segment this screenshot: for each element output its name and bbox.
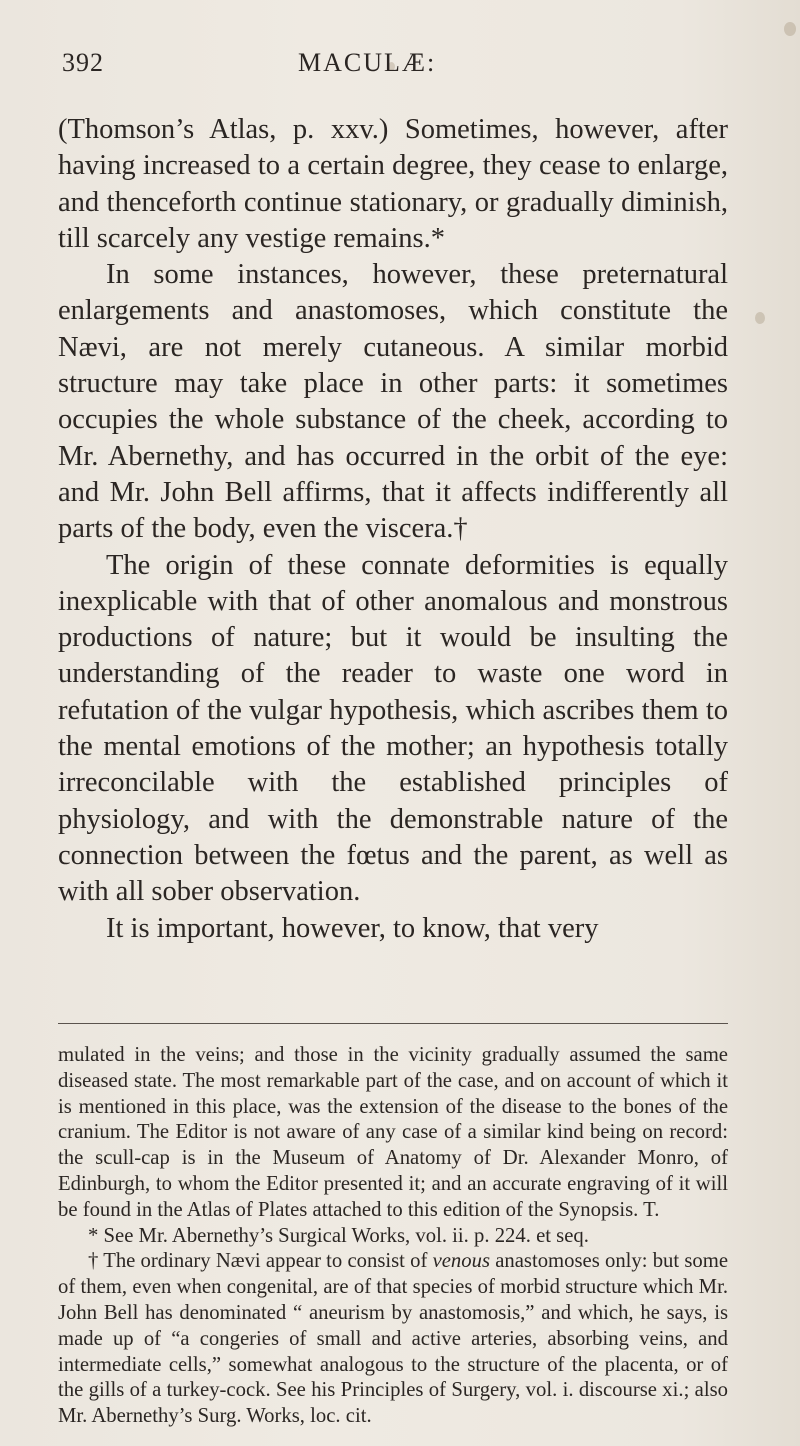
main-paragraph: The origin of these connate deformities is equally inexplicable with that of other anomalous and monstrous productions of nature; but it would be insulting the understanding of the reader to waste one word in refutation of the vulgar hypothesis, which ascribes them to the mental emotions of the mother; an hypothesis totally irreconcilable with the established principles of physiology, and with the demonstrable nature of the connection between the fœtus and the parent, as well as with all sober observation. bbox=[58, 549, 728, 908]
footnote-dagger-rest: anastomoses only: but some of them, even when congenital, are of that species of morbid structure which Mr. John Bell has denominated “ aneurism by anastomosis,” and which, he says, is made up of “a congeries of small and active arteries, absorbing veins, and intermediate cells,” somewhat analogous to the structure of the placenta, or of the gills of a turkey-cock. See his Principles of Surgery, vol. i. discourse xi.; also Mr. Abernethy’s Surg. Works, loc. cit. bbox=[58, 1250, 728, 1428]
footnote-star: * See Mr. Abernethy’s Surgical Works, vol. ii. p. 224. et seq. bbox=[88, 1224, 589, 1247]
page-blemish bbox=[755, 312, 765, 324]
main-paragraph: It is important, however, to know, that very bbox=[106, 912, 599, 944]
running-head: MACULÆ: bbox=[298, 48, 437, 77]
footnote-dagger-emphasis: venous bbox=[432, 1250, 491, 1273]
main-text bbox=[58, 112, 728, 947]
main-paragraph: (Thomson’s Atlas, p. xxv.) Sometimes, however, after having increased to a certain degree, they cease to enlarge, and thenceforth continue stationary, or gradually diminish, till scarcely any vestige remains.* bbox=[58, 114, 728, 254]
main-paragraph: In some instances, however, these preternatural enlargements and anastomoses, which constitute the Nævi, are not merely cutaneous. A similar morbid structure may take place in other parts: it sometimes occupies the whole substance of the cheek, according to Mr. Abernethy, and has occurred in the orbit of the eye: and Mr. John Bell affirms, that it affects indifferently all parts of the body, even the viscera.† bbox=[58, 259, 728, 545]
page-number: 392 bbox=[62, 48, 104, 77]
footnote-dagger-text: † The ordinary Nævi appear to consist of bbox=[88, 1250, 433, 1273]
page-header bbox=[62, 48, 702, 88]
footnote-continued: mulated in the veins; and those in the vicinity gradually assumed the same diseased state. The most remarkable part of the case, and on account of which it is mentioned in this place, was the extension of the disease to the bones of the cranium. The Editor is not aware of any case of a similar kind being on record: the scull-cap is in the Museum of Anatomy of Dr. Alexander Monro, of Edinburgh, to whom the Editor presented it; and an accurate engraving of it will be found in the Atlas of Plates attached to this edition of the Synopsis. T. bbox=[58, 1044, 728, 1221]
footnotes bbox=[58, 1043, 728, 1430]
footnote-divider bbox=[58, 1023, 728, 1024]
footnote-dagger bbox=[58, 1249, 728, 1430]
page-blemish bbox=[784, 22, 796, 36]
